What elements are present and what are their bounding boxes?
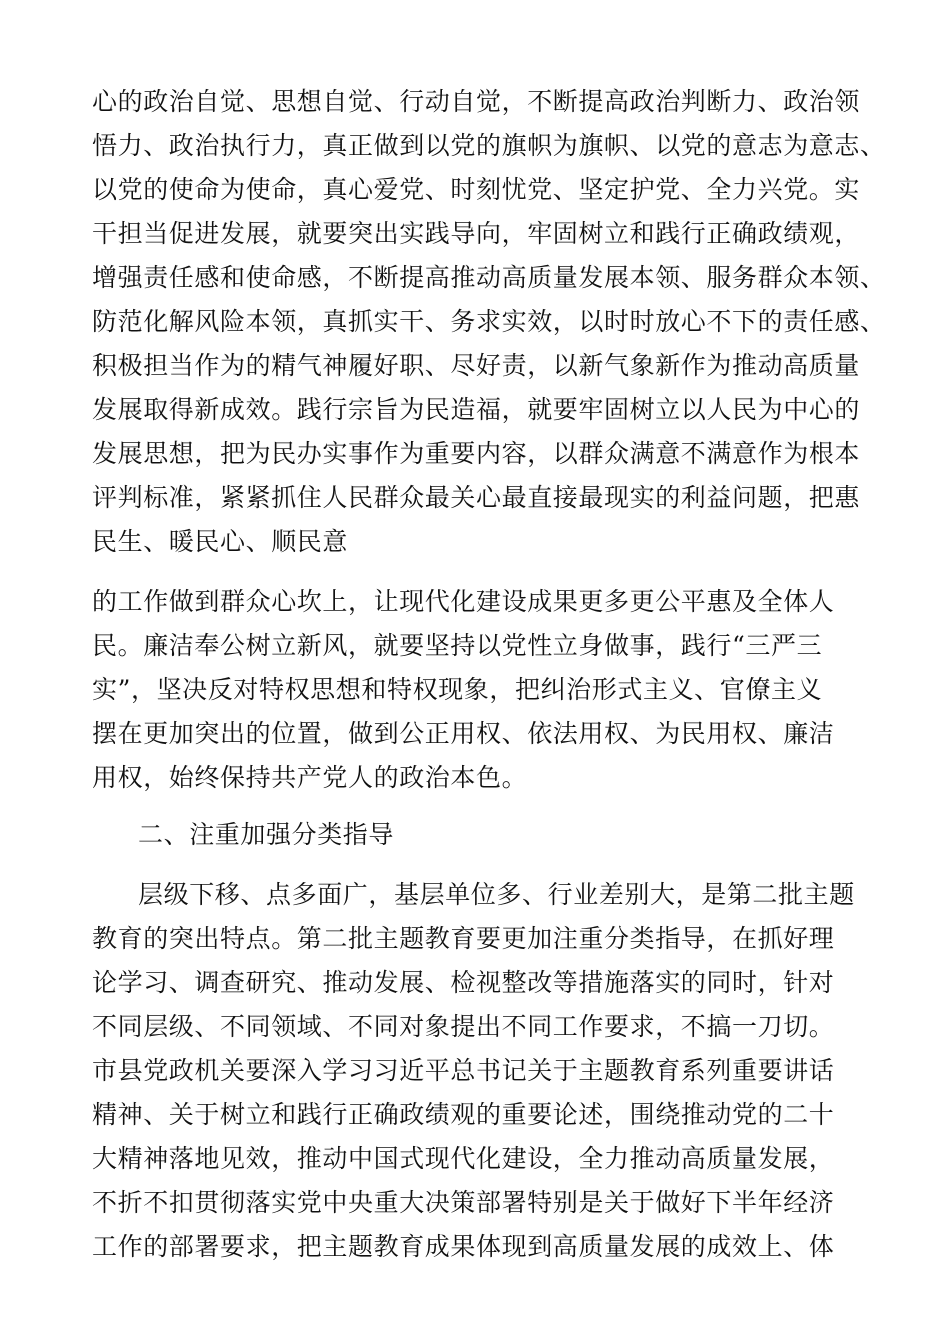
paragraph-1-line: 评判标准，紧紧抓住人民群众最关心最直接最现实的利益问题，把惠 [92, 483, 861, 512]
paragraph-3-line: 市县党政机关要深入学习习近平总书记关于主题教育系列重要讲话 [92, 1056, 835, 1085]
section-heading: 二、注重加强分类指导 [138, 820, 395, 849]
paragraph-1-line: 发展取得新成效。践行宗旨为民造福，就要牢固树立以人民为中心的 [92, 395, 861, 424]
paragraph-1-line: 以党的使命为使命，真心爱党、时刻忧党、坚定护党、全力兴党。实 [92, 175, 861, 204]
paragraph-3-line: 不同层级、不同领域、不同对象提出不同工作要求，不搞一刀切。 [92, 1012, 835, 1041]
paragraph-2-line: 摆在更加突出的位置，做到公正用权、依法用权、为民用权、廉洁 [92, 719, 835, 748]
paragraph-1-line: 心的政治自觉、思想自觉、行动自觉，不断提高政治判断力、政治领 [92, 87, 861, 116]
paragraph-2-line: 民。廉洁奉公树立新风，就要坚持以党性立身做事，践行“三严三 [92, 631, 823, 660]
paragraph-1-line: 悟力、政治执行力，真正做到以党的旗帜为旗帜、以党的意志为意志、 [92, 131, 886, 160]
paragraph-3-line: 大精神落地见效，推动中国式现代化建设，全力推动高质量发展， [92, 1144, 835, 1173]
paragraph-1-line: 增强责任感和使命感，不断提高推动高质量发展本领、服务群众本领、 [92, 263, 886, 292]
paragraph-1-line: 发展思想，把为民办实事作为重要内容，以群众满意不满意作为根本 [92, 439, 861, 468]
paragraph-2-line: 的工作做到群众心坎上，让现代化建设成果更多更公平惠及全体人 [92, 587, 835, 616]
paragraph-1-line: 防范化解风险本领，真抓实干、务求实效，以时时放心不下的责任感、 [92, 307, 886, 336]
paragraph-2-line: 实”，坚决反对特权思想和特权现象，把纠治形式主义、官僚主义 [92, 675, 823, 704]
paragraph-3-line: 不折不扣贯彻落实党中央重大决策部署特别是关于做好下半年经济 [92, 1188, 835, 1217]
paragraph-3-line: 论学习、调查研究、推动发展、检视整改等措施落实的同时，针对 [92, 968, 835, 997]
paragraph-3-line: 教育的突出特点。第二批主题教育要更加注重分类指导，在抓好理 [92, 924, 835, 953]
paragraph-2-line: 用权，始终保持共产党人的政治本色。 [92, 763, 528, 792]
paragraph-1-line: 民生、暖民心、顺民意 [92, 527, 349, 556]
paragraph-3-line: 工作的部署要求，把主题教育成果体现到高质量发展的成效上、体 [92, 1232, 835, 1261]
paragraph-3-line: 层级下移、点多面广，基层单位多、行业差别大，是第二批主题 [138, 880, 855, 909]
paragraph-1-line: 干担当促进发展，就要突出实践导向，牢固树立和践行正确政绩观， [92, 219, 861, 248]
paragraph-3-line: 精神、关于树立和践行正确政绩观的重要论述，围绕推动党的二十 [92, 1100, 835, 1129]
paragraph-1-line: 积极担当作为的精气神履好职、尽好责，以新气象新作为推动高质量 [92, 351, 861, 380]
